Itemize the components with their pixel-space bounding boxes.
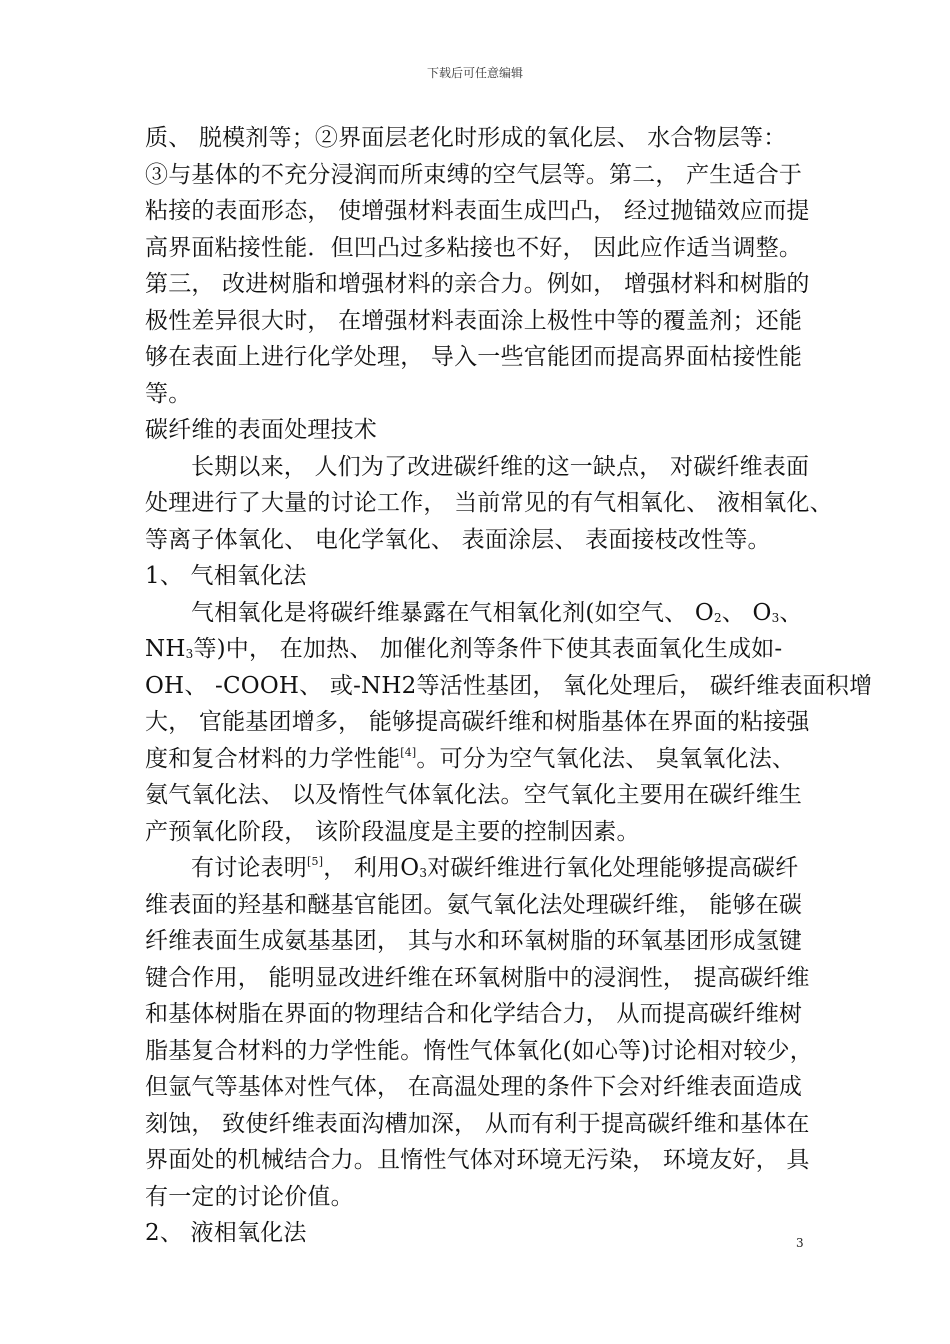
citation: [4] xyxy=(400,745,417,759)
text-segment: ， 利用O xyxy=(323,855,420,881)
page-number: 3 xyxy=(796,1236,804,1250)
text-segment: 、 O xyxy=(721,599,772,626)
text-line xyxy=(145,595,815,632)
text-line xyxy=(145,741,815,778)
text-line: 有一定的讨论价值。 xyxy=(145,1183,354,1210)
text-segment: 有讨论表明 xyxy=(191,855,307,881)
text-line: 纤维表面生成氨基基团， 其与水和环氧树脂的环氧基团形成氢键 xyxy=(145,928,803,954)
text-segment: 气相氧化是将碳纤维暴露在气相氧化剂(如空气、 O xyxy=(191,599,714,626)
text-line: 处理进行了大量的讨论工作， 当前常见的有气相氧化、 液相氧化、 xyxy=(145,490,833,516)
text-line: OH、 -COOH、 或-NH2等活性基团， 氧化处理后， 碳纤维表面积增 xyxy=(145,672,873,699)
subscript: 3 xyxy=(419,866,428,880)
text-line: 刻蚀， 致使纤维表面沟槽加深， 从而有利于提高碳纤维和基体在 xyxy=(145,1110,810,1137)
text-line: 维表面的羟基和醚基官能团。氨气氧化法处理碳纤维， 能够在碳 xyxy=(145,891,803,918)
text-line: 和基体树脂在界面的物理结合和化学结合力， 从而提高碳纤维树 xyxy=(145,1001,803,1027)
text-line: 极性差异很大时， 在增强材料表面涂上极性中等的覆盖剂；还能 xyxy=(145,307,803,334)
text-line: 产预氧化阶段， 该阶段温度是主要的控制因素。 xyxy=(145,818,640,845)
text-segment: 、 xyxy=(779,599,803,626)
text-line: 高界面粘接性能．但凹凸过多粘接也不好， 因此应作适当调整。 xyxy=(145,234,803,261)
text-line: 脂基复合材料的力学性能。惰性气体氧化(如心等)讨论相对较少， xyxy=(145,1037,813,1064)
text-line: 第三， 改进树脂和增强材料的亲合力。例如， 增强材料和树脂的 xyxy=(145,271,810,297)
text-line: 大， 官能基团增多， 能够提高碳纤维和树脂基体在界面的粘接强 xyxy=(145,709,810,735)
subscript: 3 xyxy=(771,610,780,625)
text-line: 键合作用， 能明显改进纤维在环氧树脂中的浸润性， 提高碳纤维 xyxy=(145,964,810,991)
text-segment: NH xyxy=(145,636,186,662)
page-header: 下载后可任意编辑 xyxy=(426,66,523,80)
text-line: ③与基体的不充分浸润而所束缚的空气层等。第二， 产生适合于 xyxy=(145,161,803,188)
text-line: 粘接的表面形态， 使增强材料表面生成凹凸， 经过抛锚效应而提 xyxy=(145,198,810,224)
text-line: 界面处的机械结合力。且惰性气体对环境无污染， 环境友好， 具 xyxy=(145,1147,810,1173)
subsection-heading: 2、 液相氧化法 xyxy=(145,1220,307,1246)
subsection-heading: 1、 气相氧化法 xyxy=(145,563,307,589)
subscript: 3 xyxy=(185,647,194,661)
text-line: 但氩气等基体对性气体， 在高温处理的条件下会对纤维表面造成 xyxy=(145,1074,803,1100)
section-heading: 碳纤维的表面处理技术 xyxy=(145,417,377,443)
text-line: 氨气氧化法、 以及惰性气体氧化法。空气氧化主要用在碳纤维生 xyxy=(145,782,803,808)
text-segment: 等)中， 在加热、 加催化剂等条件下使其表面氧化生成如- xyxy=(193,636,783,662)
document-body xyxy=(145,120,873,1252)
text-line: 等。 xyxy=(145,380,192,407)
text-segment: 对碳纤维进行氧化处理能够提高碳纤 xyxy=(427,855,799,881)
text-line: 等离子体氧化、 电化学氧化、 表面涂层、 表面接枝改性等。 xyxy=(145,526,771,553)
text-segment: 。可分为空气氧化法、 臭氧氧化法、 xyxy=(416,745,796,772)
text-line: 质、 脱模剂等；②界面层老化时形成的氧化层、 水合物层等： xyxy=(145,125,787,151)
subscript: 2 xyxy=(713,610,722,625)
text-line xyxy=(145,631,815,668)
text-line xyxy=(145,850,815,887)
text-line: 长期以来， 人们为了改进碳纤维的这一缺点， 对碳纤维表面 xyxy=(191,453,810,480)
citation: [5] xyxy=(307,855,324,868)
text-line: 够在表面上进行化学处理， 导入一些官能团而提高界面枯接性能 xyxy=(145,344,803,370)
text-segment: 度和复合材料的力学性能 xyxy=(145,745,401,772)
